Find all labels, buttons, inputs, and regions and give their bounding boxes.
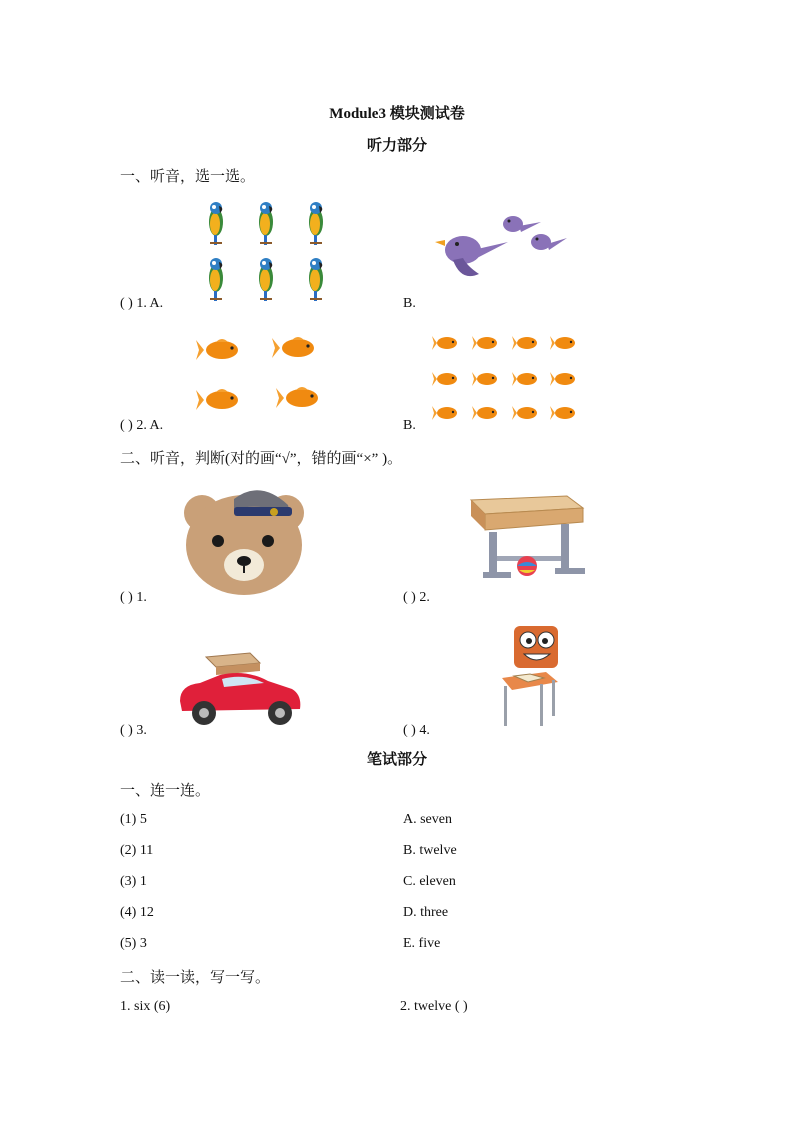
match-right-item: B. twelve [403, 843, 457, 858]
listening-heading: 听力部分 [366, 138, 427, 154]
part2-instruction: 二、听音，判断(对的画“√”，错的画“×” )。 [120, 451, 403, 467]
part1-q2-label: ( ) 2. A. [120, 418, 164, 433]
part1-instruction: 一、听音，选一选。 [120, 169, 256, 185]
part2-q3-label: ( ) 3. [120, 723, 147, 738]
match-left-item: (1) 5 [120, 812, 147, 827]
page-title: Module3 模块测试卷 [329, 106, 465, 122]
goldfish-twelve-image [428, 326, 582, 426]
read-write-instruction: 二、读一读，写一写。 [120, 970, 271, 986]
read-write-item-2: 2. twelve ( ) [400, 999, 468, 1014]
chair-with-book-image [496, 622, 566, 730]
match-right-item: E. five [403, 936, 441, 951]
desk-with-ball-image [465, 494, 590, 594]
car-with-box-image [176, 651, 304, 729]
part2-q1-label: ( ) 1. [120, 590, 147, 605]
part1-q1-label: ( ) 1. A. [120, 296, 164, 311]
match-left-item: (4) 12 [120, 905, 154, 920]
part2-q4-label: ( ) 4. [403, 723, 430, 738]
part2-q2-label: ( ) 2. [403, 590, 430, 605]
bear-with-hat-image [180, 485, 310, 597]
part1-q1-option-b: B. [403, 296, 416, 311]
goldfish-four-image [190, 326, 340, 421]
part1-q2-option-b: B. [403, 418, 416, 433]
match-right-item: A. seven [403, 812, 452, 827]
match-right-item: C. eleven [403, 874, 456, 889]
match-right-item: D. three [403, 905, 449, 920]
writing-heading: 笔试部分 [366, 752, 427, 768]
match-left-item: (2) 11 [120, 843, 154, 858]
match-left-item: (3) 1 [120, 874, 147, 889]
match-instruction: 一、连一连。 [120, 783, 211, 799]
read-write-item-1: 1. six (6) [120, 999, 171, 1014]
match-left-item: (5) 3 [120, 936, 147, 951]
birds-image [433, 206, 573, 292]
parrots-image [196, 196, 346, 308]
